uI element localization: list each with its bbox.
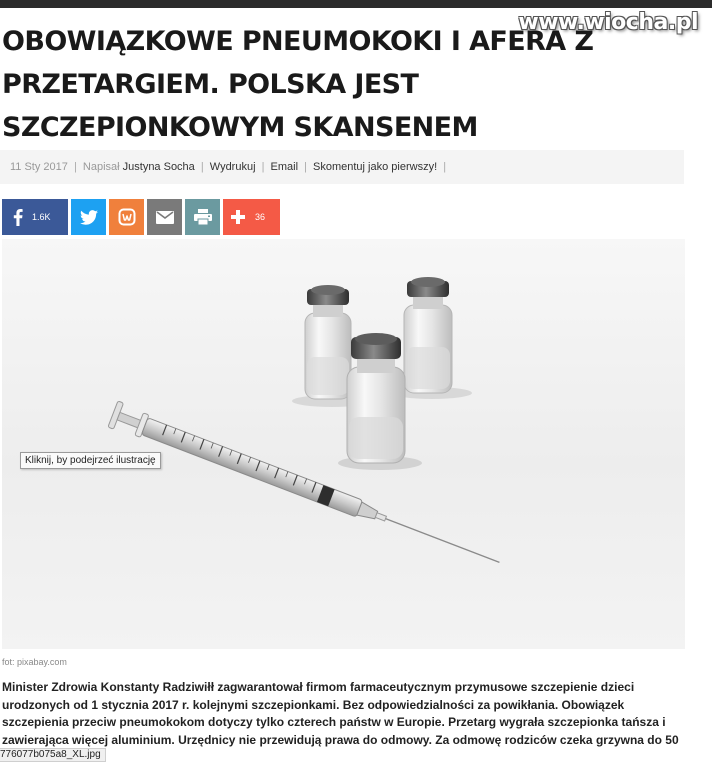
vial-right <box>404 277 452 393</box>
email-link[interactable]: Email <box>270 161 299 173</box>
facebook-share-count: 1.6K <box>32 212 51 222</box>
status-bar-url: 776077b075a8_XL.jpg <box>0 748 106 762</box>
top-bar <box>0 0 712 8</box>
plus-icon <box>231 210 245 224</box>
share-bar <box>2 199 280 235</box>
watermark-logo: www.wiocha.pl <box>518 10 698 35</box>
article-image[interactable] <box>2 239 685 649</box>
meta-separator: | <box>304 161 307 173</box>
more-share-count: 36 <box>255 212 266 222</box>
image-tooltip: Kliknij, by podejrzeć ilustrację <box>20 452 161 469</box>
vial-left <box>305 285 351 399</box>
print-icon <box>194 209 212 225</box>
more-share-button[interactable] <box>223 199 280 235</box>
article-meta <box>0 150 684 184</box>
author-link[interactable]: Justyna Socha <box>122 161 195 173</box>
wykop-icon <box>118 208 136 226</box>
article-title: OBOWIĄZKOWE PNEUMOKOKI I AFERA Z PRZETARGIEM. POLSKA JEST SZCZEPIONKOWYM SKANSENEM <box>2 26 594 143</box>
article-date: 11 Sty 2017 <box>10 161 68 173</box>
wykop-share-button[interactable] <box>109 199 144 235</box>
author-label: Napisał <box>82 161 120 173</box>
vial-front <box>347 333 405 463</box>
twitter-share-button[interactable] <box>71 199 106 235</box>
image-credit: fot: pixabay.com <box>2 657 67 667</box>
twitter-icon <box>80 210 98 225</box>
syringe <box>108 401 505 576</box>
meta-separator: | <box>200 161 204 173</box>
vaccine-photo <box>2 239 685 649</box>
email-share-button[interactable] <box>147 199 182 235</box>
comment-link[interactable]: Skomentuj jako pierwszy! <box>313 161 438 173</box>
email-icon <box>156 211 174 224</box>
facebook-icon <box>13 209 23 226</box>
meta-separator: | <box>73 161 77 173</box>
facebook-share-button[interactable] <box>2 199 68 235</box>
print-link[interactable]: Wydrukuj <box>209 161 256 173</box>
meta-separator: | <box>443 161 447 173</box>
meta-separator: | <box>261 161 265 173</box>
print-share-button[interactable] <box>185 199 220 235</box>
article-lead: Minister Zdrowia Konstanty Radziwiłł zagwarantował firmom farmaceutycznym przymusowe szczepienie dzieci urodzonych od 1 stycznia 2017 r. kolejnymi szczepionkami. Bez odpowiedzialności za powikłania. Obowiązek szczepienia przeciw pneumokokom dotyczy tylko czterech państw w Europie. Przetarg wygrała szczepionka tańsza i zawierająca więcej aluminium. Urzędnicy nie przewidują prawa do odmowy. Za odmowę rodziców czeka grzywna do 50 <box>2 680 679 747</box>
